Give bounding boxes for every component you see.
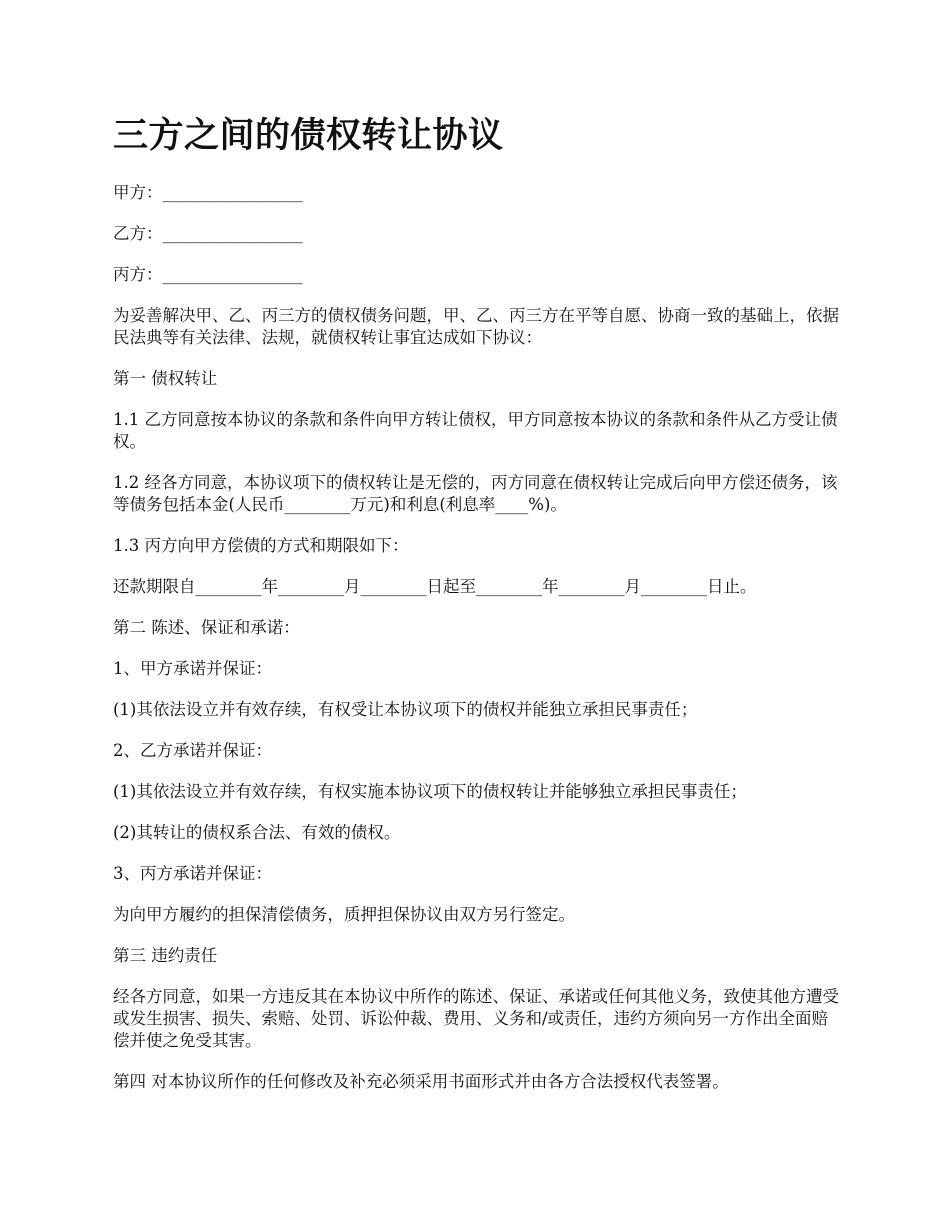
section-1-heading: 第一 债权转让 xyxy=(113,369,218,388)
breach-liability-paragraph: 经各方同意，如果一方违反其在本协议中所作的陈述、保证、承诺或任何其他义务，致使其他方遭受或发生损害、损失、索赔、处罚、诉讼仲裁、费用、义务和/或责任，违约方须向另一方作出全面赔偿并使之免受其害。 xyxy=(113,987,839,1050)
party-b-line: 乙方：_________________ xyxy=(113,224,303,243)
section-3-heading: 第三 违约责任 xyxy=(113,946,218,965)
party-a-line: 甲方：_________________ xyxy=(113,183,303,202)
party-c-line: 丙方：_________________ xyxy=(113,265,303,284)
party-b-warranty-heading: 2、乙方承诺并保证： xyxy=(113,741,272,760)
party-c-warranty-heading: 3、丙方承诺并保证： xyxy=(113,864,272,883)
party-a-warranty-item-1: (1)其依法设立并有效存续，有权受让本协议项下的债权并能独立承担民事责任； xyxy=(113,700,698,719)
preamble-paragraph: 为妥善解决甲、乙、丙三方的债权债务问题，甲、乙、丙三方在平等自愿、协商一致的基础上，依据民法典等有关法律、法规，就债权转让事宜达成如下协议： xyxy=(113,306,839,347)
party-b-warranty-item-2: (2)其转让的债权系合法、有效的债权。 xyxy=(113,823,401,842)
party-a-warranty-heading: 1、甲方承诺并保证： xyxy=(113,659,272,678)
document-title: 三方之间的债权转让协议 xyxy=(113,115,504,156)
party-b-warranty-item-1: (1)其依法设立并有效存续，有权实施本协议项下的债权转让并能够独立承担民事责任； xyxy=(113,782,747,801)
party-c-warranty-item: 为向甲方履约的担保清偿债务，质押担保协议由双方另行签定。 xyxy=(113,905,575,924)
clause-1-1: 1.1 乙方同意按本协议的条款和条件向甲方转让债权，甲方同意按本协议的条款和条件从乙方受让债权。 xyxy=(113,410,838,451)
clause-1-3: 1.3 丙方向甲方偿债的方式和期限如下： xyxy=(113,536,409,555)
repayment-period: 还款期限自________年________月________日起至________年________月________日止。 xyxy=(113,577,757,596)
section-2-heading: 第二 陈述、保证和承诺： xyxy=(113,618,300,637)
clause-1-2: 1.2 经各方同意，本协议项下的债权转让是无偿的，丙方同意在债权转让完成后向甲方偿还债务，该等债务包括本金(人民币________万元)和利息(利息率____%)。 xyxy=(113,473,838,514)
section-4-paragraph: 第四 对本协议所作的任何修改及补充必须采用书面形式并由各方合法授权代表签署。 xyxy=(113,1072,729,1091)
